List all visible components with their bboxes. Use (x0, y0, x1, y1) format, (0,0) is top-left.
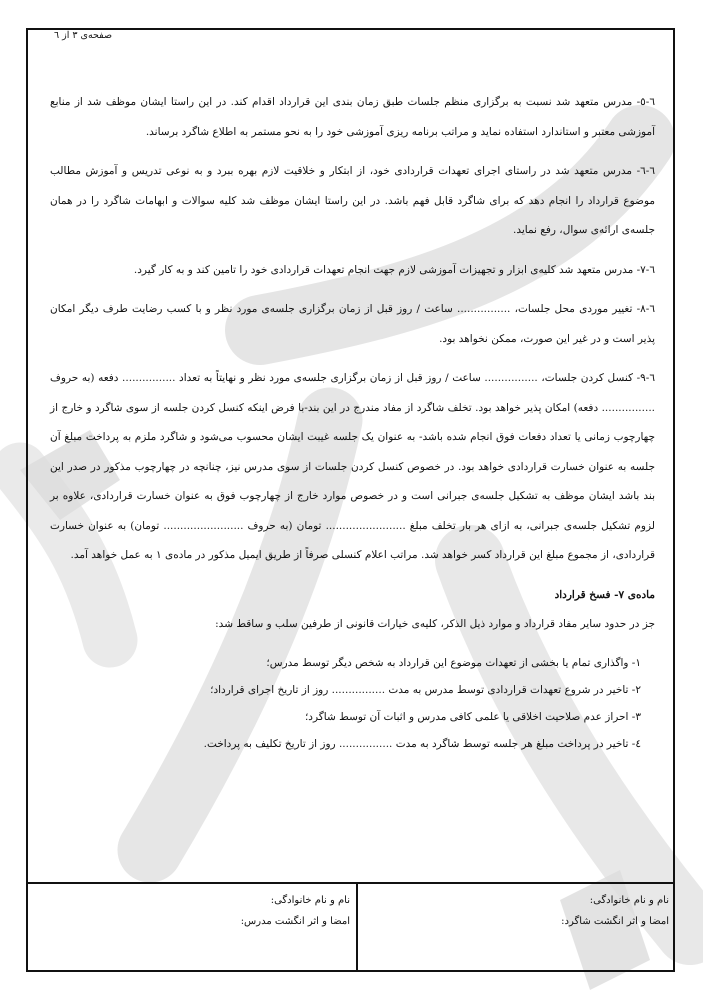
clause-6-5: ٦-٥- مدرس متعهد شد نسبت به برگزاری منظم جلسات طبق زمان بندی این قرارداد اقدام کند. در این راستا ایشان موظف شد از منابع آموزشی معتبر و استاندارد استفاده نماید و مراتب برنامه ریزی آموزشی خود را به نحو مستمر به اطلاع شاگرد برساند. (50, 96, 655, 138)
student-name-label: نام و نام خانوادگی: (589, 895, 669, 906)
article-7-intro: جز در حدود سایر مفاد قرارداد و موارد ذیل الذکر، کلیه‌ی خیارات قانونی از طرفین سلب و ساقط شد: (215, 618, 655, 630)
list-item: ۱- واگذاری تمام یا بخشی از تعهدات موضوع این قرارداد به شخص دیگر توسط مدرس؛ (266, 656, 641, 669)
teacher-name-label: نام و نام خانوادگی: (270, 895, 350, 906)
student-sign-label: امضا و اثر انگشت شاگرد: (561, 916, 669, 927)
page-number: صفحه‌ی ۳ از ٦ (54, 30, 113, 41)
list-item: ٤- تاخیر در پرداخت مبلغ هر جلسه توسط شاگرد به مدت ................ روز از تاریخ تکلیف به پرداخت. (203, 737, 641, 750)
clause-6-9: ٦-٩- کنسل کردن جلسات، ................ ساعت / روز قبل از زمان برگزاری جلسه‌ی مورد نظر و نهایتاً به تعداد ................ دفعه (به حروف ................ دفعه) امکان پذیر خواهد بود. تخلف شاگرد از مفاد مندرج در این بند-با فرض اینکه کنسل کردن جلسه از سوی شاگرد و خارج از چهارچوب زمانی یا تعداد دفعات فوق انجام شده باشد- به عنوان یک جلسه غیبت ایشان محسوب می‌شود و شاگرد ملزم به پرداخت مبلغ آن جلسه به عنوان خسارت قراردادی خواهد بود. در خصوص کنسل کردن جلسات از سوی مدرس نیز، چنانچه در چهارچوب مذکور در صدر این بند باشد ایشان موظف به تشکیل جلسه‌ی جبرانی است و در خصوص موارد خارج از چهارچوب فوق به عنوان خسارت قراردادی، علاوه بر لزوم تشکیل جلسه‌ی جبرانی، به ازای هر بار تخلف مبلغ ........................ تومان (به حروف ........................ تومان) به عنوان خسارت قراردادی، از مجموع مبلغ این قرارداد کسر خواهد شد. مراتب اعلام کنسلی صرفاً از طریق ایمیل مذکور در ماده‌ی ۱ به عمل خواهد آمد. (50, 372, 655, 561)
student-signature-cell (358, 884, 675, 972)
signature-table (26, 882, 675, 972)
page-frame (26, 28, 675, 972)
list-item: ۲- تاخیر در شروع تعهدات قراردادی توسط مدرس به مدت ................ روز از تاریخ اجرای قرارداد؛ (210, 683, 641, 696)
teacher-signature-cell (26, 884, 358, 972)
clause-6-8: ٦-٨- تغییر موردی محل جلسات، ................ ساعت / روز قبل از زمان برگزاری جلسه‌ی مورد نظر و با کسب رضایت طرف دیگر امکان پذیر است و در غیر این صورت، ممکن نخواهد بود. (50, 303, 655, 345)
article-7-title: ماده‌ی ۷- فسخ قرارداد (554, 588, 655, 601)
teacher-sign-label: امضا و اثر انگشت مدرس: (240, 916, 350, 927)
clause-6-7: ٦-٧- مدرس متعهد شد کلیه‌ی ابزار و تجهیزات آموزشی لازم جهت انجام تعهدات قراردادی خود را تامین کند و به کار گیرد. (133, 263, 655, 276)
list-item: ۳- احراز عدم صلاحیت اخلاقی یا علمی کافی مدرس و اثبات آن توسط شاگرد؛ (304, 710, 641, 723)
clause-6-6: ٦-٦- مدرس متعهد شد در راستای اجرای تعهدات قراردادی خود، از ابتکار و خلاقیت لازم بهره ببرد و به نوعی تدریس و آموزش مطالب موضوع قرارداد را انجام دهد که برای شاگرد قابل فهم باشد. در این راستا ایشان موظف شد کلیه سوالات و ابهامات شاگرد را در همان جلسه‌ی ارائه‌ی سوال، رفع نماید. (50, 165, 655, 236)
